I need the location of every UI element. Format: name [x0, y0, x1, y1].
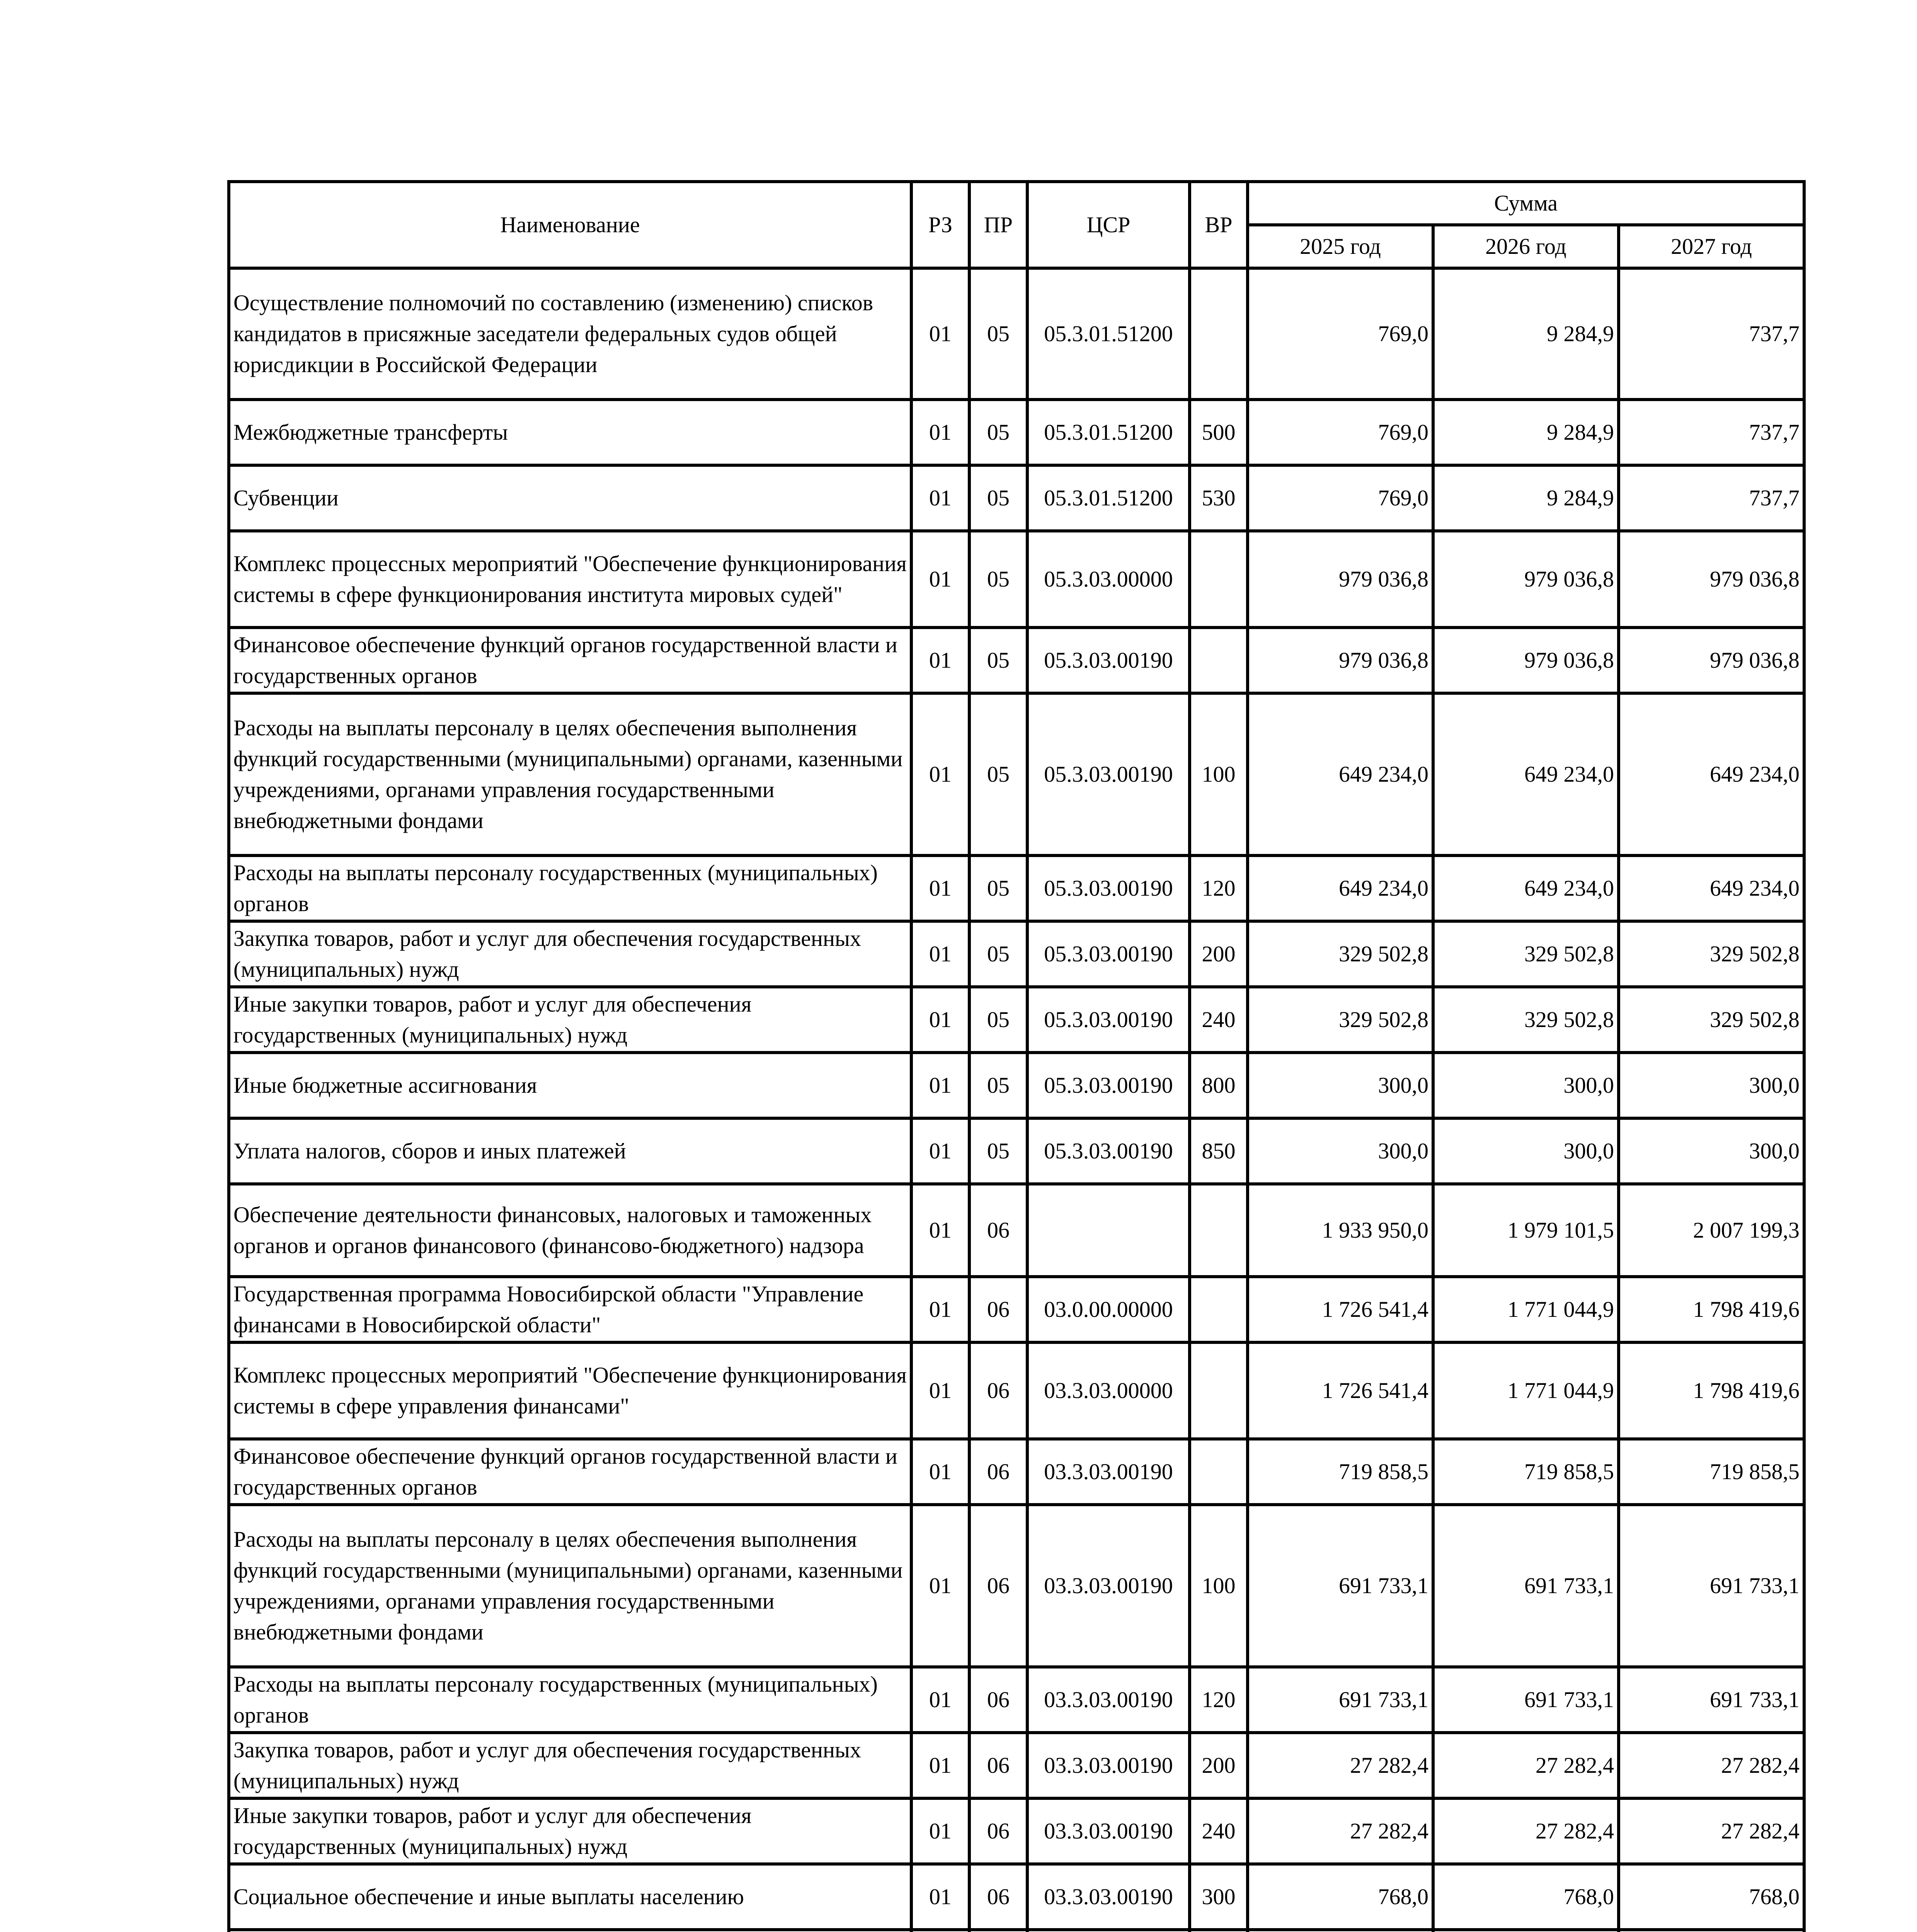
row-rz: 01: [911, 1342, 969, 1439]
row-2025: 300,0: [1248, 1053, 1433, 1118]
row-name: Осуществление полномочий по составлению (изменению) списков кандидатов в присяжные заседатели федеральных судов общей юрисдикции в Российской Федерации: [229, 268, 911, 400]
row-pr: [969, 1930, 1027, 1932]
header-2027: 2027 год: [1619, 225, 1804, 268]
row-rz: 01: [911, 268, 969, 400]
row-2026: 9 284,9: [1433, 465, 1619, 531]
table-row: [229, 1667, 1804, 1733]
row-csr: 03.3.03.00190: [1027, 1505, 1190, 1667]
row-2027: 649 234,0: [1619, 693, 1804, 855]
row-rz: 01: [911, 1118, 969, 1184]
row-2027: 329 502,8: [1619, 921, 1804, 987]
row-vr: 850: [1190, 1118, 1248, 1184]
table-row: [229, 921, 1804, 987]
header-csr: ЦСР: [1027, 182, 1190, 268]
row-pr: 05: [969, 268, 1027, 400]
header-2026: 2026 год: [1433, 225, 1619, 268]
row-vr: [1190, 531, 1248, 628]
row-2026: 691 733,1: [1433, 1667, 1619, 1733]
row-pr: 05: [969, 855, 1027, 921]
row-2027: 737,7: [1619, 400, 1804, 465]
row-vr: [1190, 1439, 1248, 1505]
table-row: [229, 400, 1804, 465]
row-rz: 01: [911, 1667, 969, 1733]
row-2026: 691 733,1: [1433, 1505, 1619, 1667]
row-vr: [1190, 268, 1248, 400]
row-2026: 1 979 101,5: [1433, 1184, 1619, 1277]
table-row: [229, 693, 1804, 855]
row-2027: 27 282,4: [1619, 1733, 1804, 1798]
table-row: [229, 1505, 1804, 1667]
row-pr: 05: [969, 921, 1027, 987]
table-row: [229, 1439, 1804, 1505]
row-rz: 01: [911, 1864, 969, 1930]
row-pr: 06: [969, 1505, 1027, 1667]
row-csr: 05.3.03.00190: [1027, 628, 1190, 693]
row-csr: 05.3.01.51200: [1027, 400, 1190, 465]
row-2025: 27 282,4: [1248, 1798, 1433, 1864]
row-2025: 769,0: [1248, 400, 1433, 465]
row-csr: 05.3.03.00190: [1027, 1053, 1190, 1118]
row-2025: 768,0: [1248, 1864, 1433, 1930]
row-2027: 737,7: [1619, 465, 1804, 531]
row-name: Социальное обеспечение и иные выплаты населению: [229, 1864, 911, 1930]
row-name: [229, 1930, 911, 1932]
row-2025: 979 036,8: [1248, 531, 1433, 628]
table-row: [229, 1733, 1804, 1798]
row-2025: 27 282,4: [1248, 1733, 1433, 1798]
row-rz: 01: [911, 987, 969, 1053]
row-rz: 01: [911, 1277, 969, 1342]
row-2025: 329 502,8: [1248, 987, 1433, 1053]
row-2026: 9 284,9: [1433, 268, 1619, 400]
row-2026: 979 036,8: [1433, 531, 1619, 628]
row-2025: 769,0: [1248, 465, 1433, 531]
table-row: [229, 1930, 1804, 1932]
row-2027: 649 234,0: [1619, 855, 1804, 921]
row-pr: 06: [969, 1667, 1027, 1733]
row-name: Расходы на выплаты персоналу государственных (муниципальных) органов: [229, 855, 911, 921]
row-name: Закупка товаров, работ и услуг для обеспечения государственных (муниципальных) нужд: [229, 921, 911, 987]
row-2027: 329 502,8: [1619, 987, 1804, 1053]
row-pr: 05: [969, 531, 1027, 628]
table-row: [229, 855, 1804, 921]
row-rz: 01: [911, 1053, 969, 1118]
row-2027: 1 798 419,6: [1619, 1277, 1804, 1342]
row-2025: 979 036,8: [1248, 628, 1433, 693]
row-name: Обеспечение деятельности финансовых, налоговых и таможенных органов и органов финансового (финансово-бюджетного) надзора: [229, 1184, 911, 1277]
row-csr: 05.3.03.00190: [1027, 921, 1190, 987]
row-rz: 01: [911, 1733, 969, 1798]
header-sum: Сумма: [1248, 182, 1804, 225]
row-2025: 329 502,8: [1248, 921, 1433, 987]
table-row: [229, 987, 1804, 1053]
row-2025: 649 234,0: [1248, 693, 1433, 855]
row-csr: [1027, 1930, 1190, 1932]
row-name: Межбюджетные трансферты: [229, 400, 911, 465]
row-2026: 27 282,4: [1433, 1798, 1619, 1864]
row-pr: 06: [969, 1439, 1027, 1505]
row-name: Расходы на выплаты персоналу в целях обеспечения выполнения функций государственными (муниципальными) органами, казенными учреждениями, органами управления государственными внебюджетными фондами: [229, 693, 911, 855]
row-2026: 27 282,4: [1433, 1733, 1619, 1798]
table-row: [229, 1184, 1804, 1277]
row-pr: 05: [969, 628, 1027, 693]
row-vr: 100: [1190, 693, 1248, 855]
row-2026: [1433, 1930, 1619, 1932]
row-2027: 979 036,8: [1619, 628, 1804, 693]
row-2026: 9 284,9: [1433, 400, 1619, 465]
row-name: Расходы на выплаты персоналу государственных (муниципальных) органов: [229, 1667, 911, 1733]
row-2025: 1 933 950,0: [1248, 1184, 1433, 1277]
table-row: [229, 465, 1804, 531]
row-vr: 300: [1190, 1864, 1248, 1930]
row-name: Иные закупки товаров, работ и услуг для обеспечения государственных (муниципальных) нужд: [229, 987, 911, 1053]
row-2027: 300,0: [1619, 1118, 1804, 1184]
row-csr: 05.3.03.00190: [1027, 693, 1190, 855]
row-rz: 01: [911, 1184, 969, 1277]
row-vr: 240: [1190, 987, 1248, 1053]
table-row: [229, 1798, 1804, 1864]
row-rz: 01: [911, 465, 969, 531]
row-csr: 05.3.03.00190: [1027, 855, 1190, 921]
row-2026: 719 858,5: [1433, 1439, 1619, 1505]
table-row: [229, 1342, 1804, 1439]
row-rz: 01: [911, 531, 969, 628]
row-2025: 769,0: [1248, 268, 1433, 400]
table-row: [229, 628, 1804, 693]
row-vr: [1190, 1930, 1248, 1932]
row-2027: [1619, 1930, 1804, 1932]
row-2027: 691 733,1: [1619, 1667, 1804, 1733]
row-pr: 06: [969, 1798, 1027, 1864]
row-2026: 329 502,8: [1433, 921, 1619, 987]
row-csr: 03.3.03.00190: [1027, 1864, 1190, 1930]
row-2027: 300,0: [1619, 1053, 1804, 1118]
row-2027: 27 282,4: [1619, 1798, 1804, 1864]
row-vr: [1190, 1184, 1248, 1277]
row-csr: 03.3.03.00190: [1027, 1733, 1190, 1798]
row-name: Финансовое обеспечение функций органов государственной власти и государственных органов: [229, 1439, 911, 1505]
row-2027: 737,7: [1619, 268, 1804, 400]
row-2025: 1 726 541,4: [1248, 1277, 1433, 1342]
row-csr: 05.3.01.51200: [1027, 465, 1190, 531]
row-name: Государственная программа Новосибирской области "Управление финансами в Новосибирской области": [229, 1277, 911, 1342]
row-2026: 300,0: [1433, 1053, 1619, 1118]
row-vr: 530: [1190, 465, 1248, 531]
row-2025: [1248, 1930, 1433, 1932]
row-rz: 01: [911, 1798, 969, 1864]
row-name: Иные бюджетные ассигнования: [229, 1053, 911, 1118]
row-vr: 100: [1190, 1505, 1248, 1667]
row-csr: 05.3.01.51200: [1027, 268, 1190, 400]
row-vr: [1190, 1342, 1248, 1439]
row-vr: [1190, 1277, 1248, 1342]
row-vr: 120: [1190, 1667, 1248, 1733]
row-pr: 05: [969, 987, 1027, 1053]
row-pr: 06: [969, 1342, 1027, 1439]
row-2027: 979 036,8: [1619, 531, 1804, 628]
row-vr: 800: [1190, 1053, 1248, 1118]
row-vr: [1190, 628, 1248, 693]
row-csr: 03.3.03.00190: [1027, 1798, 1190, 1864]
row-2026: 649 234,0: [1433, 693, 1619, 855]
row-name: Финансовое обеспечение функций органов государственной власти и государственных органов: [229, 628, 911, 693]
header-pr: ПР: [969, 182, 1027, 268]
row-vr: 240: [1190, 1798, 1248, 1864]
row-vr: 500: [1190, 400, 1248, 465]
row-2027: 691 733,1: [1619, 1505, 1804, 1667]
table-row: [229, 1053, 1804, 1118]
table-body: [229, 268, 1804, 1932]
row-name: Комплекс процессных мероприятий "Обеспечение функционирования системы в сфере функционирования института мировых судей": [229, 531, 911, 628]
row-2025: 691 733,1: [1248, 1667, 1433, 1733]
row-rz: 01: [911, 693, 969, 855]
row-name: Закупка товаров, работ и услуг для обеспечения государственных (муниципальных) нужд: [229, 1733, 911, 1798]
row-pr: 06: [969, 1864, 1027, 1930]
row-2025: 719 858,5: [1248, 1439, 1433, 1505]
row-2026: 649 234,0: [1433, 855, 1619, 921]
header-vr: ВР: [1190, 182, 1248, 268]
row-2025: 691 733,1: [1248, 1505, 1433, 1667]
row-name: Уплата налогов, сборов и иных платежей: [229, 1118, 911, 1184]
row-csr: 05.3.03.00190: [1027, 987, 1190, 1053]
row-pr: 06: [969, 1277, 1027, 1342]
row-name: Субвенции: [229, 465, 911, 531]
row-rz: 01: [911, 400, 969, 465]
row-pr: 06: [969, 1184, 1027, 1277]
row-2027: 2 007 199,3: [1619, 1184, 1804, 1277]
table-row: [229, 268, 1804, 400]
row-2027: 1 798 419,6: [1619, 1342, 1804, 1439]
row-2026: 1 771 044,9: [1433, 1342, 1619, 1439]
row-pr: 05: [969, 693, 1027, 855]
row-name: Иные закупки товаров, работ и услуг для обеспечения государственных (муниципальных) нужд: [229, 1798, 911, 1864]
table-row: [229, 1277, 1804, 1342]
row-pr: 05: [969, 465, 1027, 531]
table-row: [229, 1864, 1804, 1930]
row-csr: 03.3.03.00190: [1027, 1667, 1190, 1733]
row-rz: [911, 1930, 969, 1932]
row-name: Расходы на выплаты персоналу в целях обеспечения выполнения функций государственными (муниципальными) органами, казенными учреждениями, органами управления государственными внебюджетными фондами: [229, 1505, 911, 1667]
row-2025: 1 726 541,4: [1248, 1342, 1433, 1439]
table-row: [229, 1118, 1804, 1184]
row-csr: 03.3.03.00000: [1027, 1342, 1190, 1439]
row-rz: 01: [911, 921, 969, 987]
row-pr: 05: [969, 400, 1027, 465]
row-rz: 01: [911, 1439, 969, 1505]
row-2026: 768,0: [1433, 1864, 1619, 1930]
row-rz: 01: [911, 855, 969, 921]
row-2025: 300,0: [1248, 1118, 1433, 1184]
row-vr: 200: [1190, 921, 1248, 987]
row-pr: 05: [969, 1118, 1027, 1184]
header-rz: РЗ: [911, 182, 969, 268]
budget-table: [227, 180, 1806, 1932]
row-csr: [1027, 1184, 1190, 1277]
row-csr: 03.0.00.00000: [1027, 1277, 1190, 1342]
row-vr: 200: [1190, 1733, 1248, 1798]
row-2026: 979 036,8: [1433, 628, 1619, 693]
row-2025: 649 234,0: [1248, 855, 1433, 921]
table-row: [229, 531, 1804, 628]
row-2026: 329 502,8: [1433, 987, 1619, 1053]
row-2026: 1 771 044,9: [1433, 1277, 1619, 1342]
row-2027: 768,0: [1619, 1864, 1804, 1930]
row-2027: 719 858,5: [1619, 1439, 1804, 1505]
row-pr: 06: [969, 1733, 1027, 1798]
row-name: Комплекс процессных мероприятий "Обеспечение функционирования системы в сфере управления финансами": [229, 1342, 911, 1439]
header-2025: 2025 год: [1248, 225, 1433, 268]
row-rz: 01: [911, 1505, 969, 1667]
row-2026: 300,0: [1433, 1118, 1619, 1184]
row-rz: 01: [911, 628, 969, 693]
row-pr: 05: [969, 1053, 1027, 1118]
header-name: Наименование: [229, 182, 911, 268]
row-csr: 05.3.03.00000: [1027, 531, 1190, 628]
row-csr: 05.3.03.00190: [1027, 1118, 1190, 1184]
row-vr: 120: [1190, 855, 1248, 921]
row-csr: 03.3.03.00190: [1027, 1439, 1190, 1505]
